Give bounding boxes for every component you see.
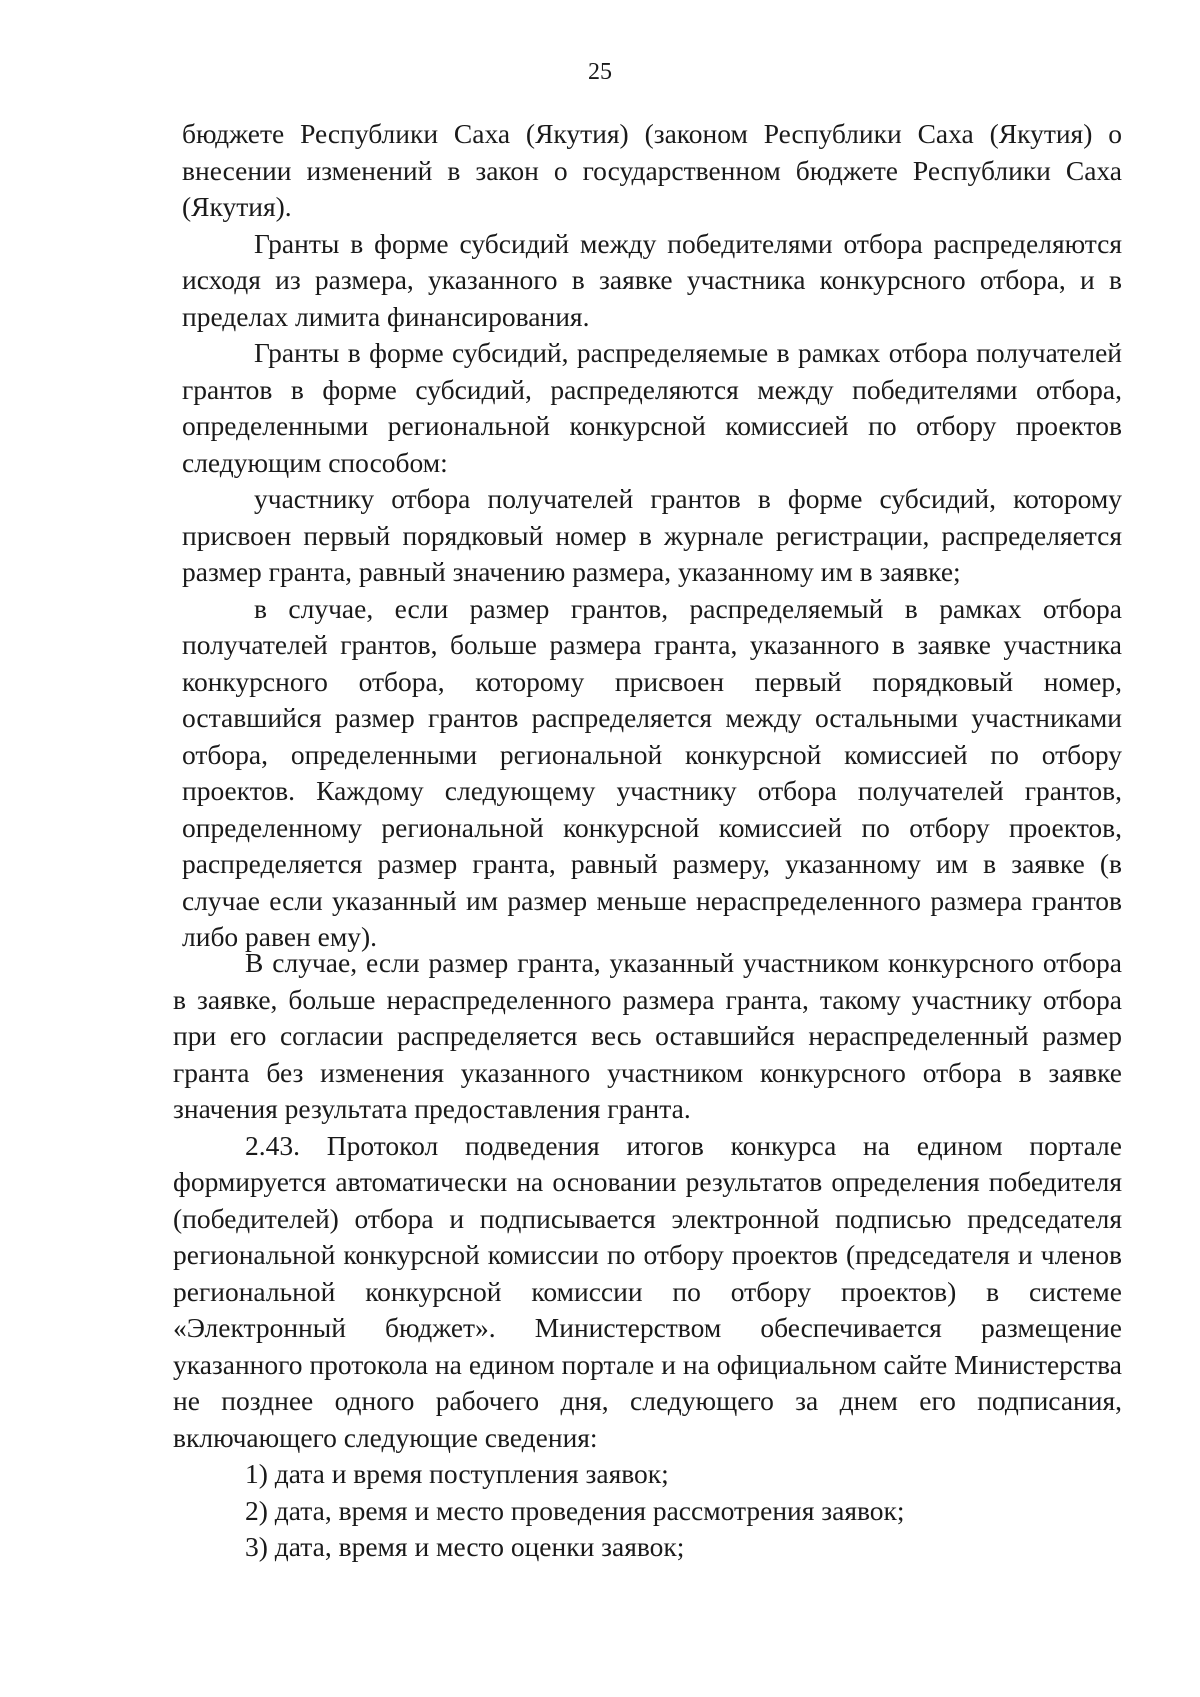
- lower-text-block: [173, 945, 1122, 1566]
- paragraph-first-participant: участнику отбора получателей грантов в форме субсидий, которому присвоен первый порядковый номер в журнале регистрации, распределяется размер гранта, равный значению размера, указанному им в заявке;: [182, 483, 1122, 587]
- paragraph-grants-method: Гранты в форме субсидий, распределяемые в рамках отбора получателей грантов в форме субсидий, распределяются между победителями отбора, определенными региональной конкурсной комиссией по отбору проектов следующим способом:: [182, 337, 1122, 478]
- page-number: 25: [588, 59, 612, 85]
- paragraph-remaining-grants: в случае, если размер грантов, распределяемый в рамках отбора получателей грантов, больше размера гранта, указанного в заявке участника конкурсного отбора, которому присвоен первый порядковый номер, оставшийся размер грантов распределяется между остальными участниками отбора, определенными региональной конкурсной комиссией по отбору проектов. Каждому следующему участнику отбора получателей грантов, определенному региональной конкурсной комиссией по отбору проектов, распределяется размер гранта, равный размеру, указанному им в заявке (в случае если указанный им размер меньше нераспределенного размера грантов либо равен ему).: [182, 592, 1122, 952]
- paragraph-grants-distribution: Гранты в форме субсидий между победителями отбора распределяются исходя из размера, указанного в заявке участника конкурсного отбора, и в пределах лимита финансирования.: [182, 227, 1122, 332]
- list-item-review-date: 2) дата, время и место проведения рассмотрения заявок;: [245, 1494, 905, 1526]
- list-item-evaluation-date: 3) дата, время и место оценки заявок;: [245, 1531, 685, 1562]
- list-item-application-receipt: 1) дата и время поступления заявок;: [245, 1458, 669, 1489]
- paragraph-budget-continuation: бюджете Республики Саха (Якутия) (законом Республики Саха (Якутия) о внесении изменений в закон о государственном бюджете Республики Саха (Якутия).: [182, 118, 1122, 222]
- paragraph-undistributed-grant: В случае, если размер гранта, указанный участником конкурсного отбора в заявке, больше нераспределенного размера гранта, такому участнику отбора при его согласии распределяется весь оставшийся нераспределенный размер гранта без изменения указанного участником конкурсного отбора в заявке значения результата предоставления гранта.: [173, 947, 1122, 1124]
- paragraph-protocol-2-43: 2.43. Протокол подведения итогов конкурса на едином портале формируется автоматически на основании результатов определения победителя (победителей) отбора и подписывается электронной подписью председателя региональной конкурсной комиссии по отбору проектов (председателя и членов региональной конкурсной комиссии по отбору проектов) в системе «Электронный бюджет». Министерством обеспечивается размещение указанного протокола на едином портале и на официальном сайте Министерства не позднее одного рабочего дня, следующего за днем его подписания, включающего следующие сведения:: [173, 1129, 1122, 1453]
- upper-text-block: [182, 116, 1122, 956]
